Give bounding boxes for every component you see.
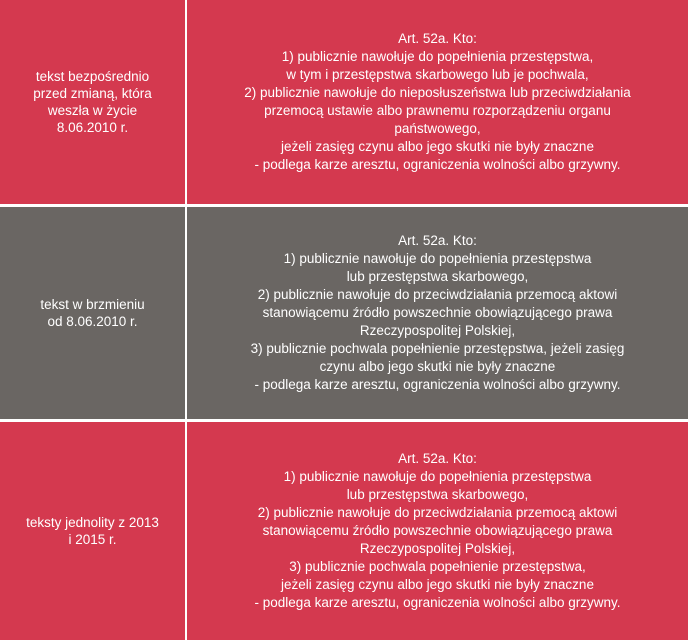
law-text-line: Rzeczypospolitej Polskiej, [359,323,516,338]
law-text-line: stanowiącemu źródło powszechnie obowiązującego prawa [262,523,613,538]
row-label-line: tekst w brzmieniu [40,297,145,312]
article-heading: Art. 52a. Kto: [398,233,477,248]
law-text-line: 1) publicznie nawołuje do popełnienia przestępstwa [283,251,592,266]
law-text-line: 2) publicznie nawołuje do nieposłuszeństwa lub przeciwdziałania [244,85,631,100]
row-label-line: przed zmianą, która [33,86,152,101]
law-text-cell [187,0,688,204]
row-label-cell [0,422,187,640]
law-text-line: - podlega karze aresztu, ograniczenia wolności albo grzywny. [254,377,621,392]
law-text-line: jeżeli zasięg czynu albo jego skutki nie były znaczne [281,577,594,592]
law-text-cell [187,422,688,640]
row-label-line: od 8.06.2010 r. [47,314,138,329]
row-label-line: weszła w życie [47,103,138,118]
law-text-line: stanowiącemu źródło powszechnie obowiązującego prawa [262,305,613,320]
law-text-line: - podlega karze aresztu, ograniczenia wolności albo grzywny. [254,595,621,610]
table-row-current-version [0,204,688,419]
law-text-line: 2) publicznie nawołuje do przeciwdziałania przemocą aktowi [257,287,618,302]
row-label-cell [0,207,187,419]
row-label-line: teksty jednolity z 2013 [26,515,159,530]
row-label [26,514,159,548]
law-text-line: przemocą ustawie albo prawnemu rozporządzeniu organu [264,103,611,118]
row-label [40,296,144,330]
law-text [251,232,625,394]
law-text-line: 1) publicznie nawołuje do popełnienia przestępstwa, [281,49,594,64]
article-heading: Art. 52a. Kto: [398,31,477,46]
law-text-line: - podlega karze aresztu, ograniczenia wolności albo grzywny. [254,157,621,172]
law-text-cell [187,207,688,419]
law-text [255,450,621,612]
law-text-line: lub przestępstwa skarbowego, [346,269,529,284]
law-text-line: w tym i przestępstwa skarbowego lub je pochwala, [286,67,589,82]
law-text [244,30,630,174]
law-text-line: 1) publicznie nawołuje do popełnienia przestępstwa [283,469,592,484]
law-text-line: 3) publicznie pochwala popełnienie przestępstwa, [289,559,586,574]
row-label-line: tekst bezpośrednio [35,69,150,84]
row-label-line: 8.06.2010 r. [56,120,129,135]
row-label-cell [0,0,187,204]
law-text-line: lub przestępstwa skarbowego, [346,487,529,502]
law-text-line: państwowego, [394,121,481,136]
table-row-before-change [0,0,688,204]
law-text-line: 3) publicznie pochwala popełnienie przestępstwa, jeżeli zasięg [250,341,625,356]
law-text-line: 2) publicznie nawołuje do przeciwdziałania przemocą aktowi [257,505,618,520]
law-text-line: jeżeli zasięg czynu albo jego skutki nie były znaczne [281,139,594,154]
law-text-line: czynu albo jego skutki nie były znaczne [319,359,556,374]
row-label [33,68,152,136]
table-row-consolidated-texts [0,419,688,640]
row-label-line: i 2015 r. [68,532,117,547]
law-text-line: Rzeczypospolitej Polskiej, [359,541,516,556]
article-heading: Art. 52a. Kto: [398,451,477,466]
